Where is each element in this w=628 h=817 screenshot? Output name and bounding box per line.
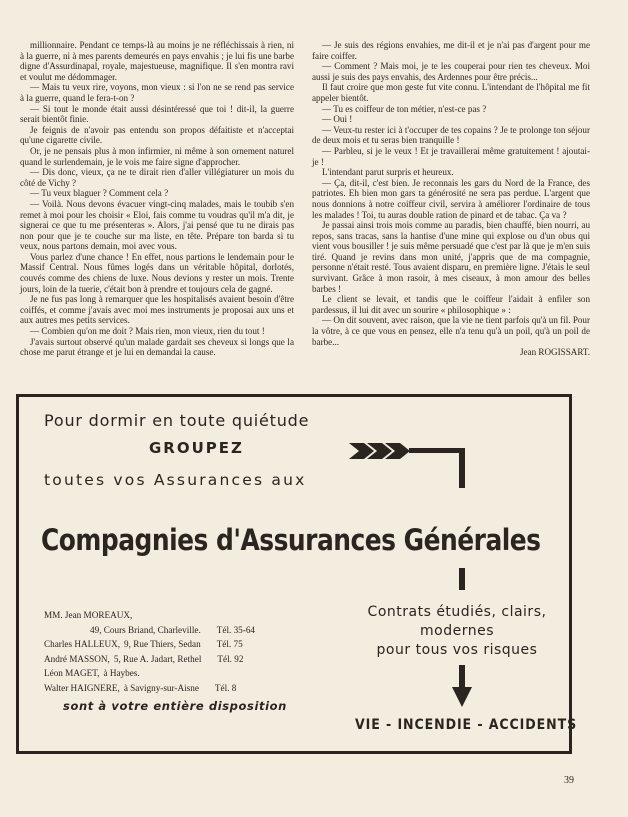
agent-list: [44, 608, 255, 695]
agent-prefix: MM. Jean MOREAUX,: [44, 610, 133, 620]
agent-row: [44, 608, 255, 623]
agent-address: 9, Rue Thiers, Sedan: [124, 639, 201, 649]
agent-row: [44, 652, 255, 667]
article-paragraph: — Tu es coiffeur de ton métier, n'est-ce pas ?: [322, 103, 487, 114]
author-signature: Jean ROGISSART.: [519, 347, 590, 358]
article-paragraph: Le client se levait, et tandis que le coiffeur l'aidait à enfiler son pardessus, il lui dit avec un sourire « philosophique » :: [312, 294, 590, 315]
agent-address: 5, Rue A. Jadart, Rethel: [113, 653, 202, 664]
arrow-decoration-icon: [19, 397, 569, 751]
article-paragraph: — Dis donc, vieux, ça ne te dirait rien d'aller villégiaturer un mois du côté de Vichy ?: [20, 167, 294, 188]
page-number: 39: [564, 775, 574, 786]
agent-row: [44, 637, 255, 652]
agent-tel: Tél. 92: [217, 653, 244, 664]
contracts-line: Contrats étudiés, clairs,: [367, 604, 547, 620]
article-paragraph: — Je suis des régions envahies, me dit-il et je n'ai pas d'argent pour me faire coiffer.: [312, 40, 590, 61]
agent-row: [44, 666, 255, 681]
article-paragraph: — Voilà. Nous devons évacuer vingt-cinq malades, mais le toubib s'en remet à moi pour les choisir « Eloi, fais comme tu voudras qu'il m'a dit, je signerai ce que tu me présenteras ». Alors, j'ai pensé que tu ne dirais pas non pour que je te couche sur ma liste, en tête. Prépare ton barda si tu veux, nous partons demain, moi avec vous.: [20, 198, 294, 252]
article-left-column: [20, 40, 294, 358]
ad-contracts: [347, 603, 567, 660]
article-paragraph: — On dit souvent, avec raison, que la vie ne tient parfois qu'à un fil. Pour la vôtre, à ce que vous en pensez, elle n'a tenu qu'à un poil, qu'à un poil de barbe...: [312, 315, 590, 347]
article-paragraph: — Combien qu'on me doit ? Mais rien, mon vieux, rien du tout !: [30, 326, 265, 337]
agent-address: 49, Cours Briand, Charleville.: [90, 624, 201, 635]
article-paragraph: millionnaire. Pendant ce temps-là au moins je ne réfléchissais à rien, ni à la guerre, ni à mes parents demeurés en pays envahis ; je lui fis une barbe digne d'Assurdinapal, royale, majestueuse, magnifique. Il s'en montra ravi et voulut me dédommager.: [20, 40, 294, 82]
article-paragraph: Il faut croire que mon geste fut vite connu. L'intendant de l'hôpital me fit appeler bientôt.: [312, 82, 590, 103]
company-name: Compagnies d'Assurances Générales: [41, 523, 541, 557]
contracts-line: modernes: [420, 623, 494, 639]
article-paragraph: — Si tout le monde était aussi désintéressé que toi ! dit-il, la guerre serait bientôt finie.: [20, 103, 294, 125]
article-paragraph: Je ne fus pas long à remarquer que les hospitalisés avaient besoin d'être coiffés, et comme j'avais avec moi mes instruments je proposai aux uns et aux autres mes petits services.: [20, 294, 294, 326]
agent-prefix: Walter HAIGNERE,: [44, 682, 120, 693]
ad-coverage-types: VIE - INCENDIE - ACCIDENTS: [355, 717, 578, 733]
article-paragraph: — Tu veux blaguer ? Comment cela ?: [30, 188, 169, 199]
ad-availability: sont à votre entière disposition: [63, 699, 287, 713]
agent-prefix: André MASSON,: [44, 653, 110, 664]
agent-prefix: Léon MAGET,: [44, 668, 100, 678]
article-right-column: [312, 40, 590, 358]
agent-tel: Tél. 75: [216, 639, 243, 649]
article-paragraph: J'avais surtout observé qu'un malade gardait ses cheveux si longs que la chose me parut étrange et je lui en demandai la cause.: [20, 336, 294, 358]
article-paragraph: — Comment ? Mais moi, je te les couperai pour rien tes cheveux. Moi aussi je suis des pays envahis, des Ardennes pour être précis...: [312, 61, 590, 82]
agent-tel: Tél. 35-64: [216, 624, 256, 635]
agent-address: à Savigny-sur-Aisne: [123, 682, 199, 693]
article-paragraph: — Mais tu veux rire, voyons, mon vieux : si l'on ne se rend pas service à la guerre, quand le fera-t-on ?: [20, 82, 294, 103]
article-paragraph: Je feignis de n'avoir pas entendu son propos défaitiste et n'acceptai qu'une cigarette civile.: [20, 124, 294, 146]
agent-tel: Tél. 8: [214, 682, 237, 693]
article-paragraph: Je passai ainsi trois mois comme au paradis, bien chauffé, bien nourri, au repos, sans tracas, sans la hantise d'une mine qui explose ou d'un obus qui vient vous bousiller ! je suis même persuadé que c'est par là que je m'en suis tiré. Quand je revins dans mon unité, j'appris que de ma compagnie, personne n'était resté. Tous avaient disparu, en première ligne. J'étais le seul survivant. Grâce à mon rasoir, à mes ciseaux, à mon amour des belles barbes !: [312, 220, 590, 294]
ad-headline: Pour dormir en toute quiétude: [44, 411, 310, 430]
article-paragraph: L'intendant parut surpris et heureux.: [322, 167, 454, 178]
agent-row: [44, 623, 255, 638]
article-paragraph: — Ça, dit-il, c'est bien. Je reconnais les gars du Nord de la France, des patriotes. Eh bien mon gars ta générosité ne sera pas perdue. L'argent que nous donnions à notre coiffeur civil, servira à améliorer l'ordinaire de tous les malades ! Toi, tu auras double ration de pinard et de tabac. Ça va ?: [312, 177, 590, 220]
ad-groupez: GROUPEZ: [149, 439, 244, 457]
agent-address: à Haybes.: [103, 668, 140, 678]
agent-prefix: Charles HALLEUX,: [44, 639, 121, 649]
article-paragraph: Vous parlez d'une chance ! En effet, nous partions le lendemain pour le Massif Central. Nous fûmes logés dans un véritable hôpital, dorlotés, couvés comme des chiens de luxe. Nous devions y rester un mois. Trente jours, loin de la tuerie, c'était bon à prendre et toujours cela de gagné.: [20, 251, 294, 294]
article-paragraph: Or, je ne pensais plus à mon infirmier, ni même à son ornement naturel quand le surlendemain, je le vois me faire signe d'approcher.: [20, 145, 294, 167]
insurance-advertisement: [16, 394, 578, 754]
ad-subheadline: toutes vos Assurances aux: [44, 471, 307, 489]
agent-row: [44, 681, 255, 696]
contracts-line: pour tous vos risques: [376, 642, 538, 658]
article-paragraph: — Oui !: [322, 114, 353, 125]
article-paragraph: — Veux-tu rester ici à t'occuper de tes copains ? Je te prolonge ton séjour de deux mois et tu seras bien tranquille !: [312, 124, 590, 146]
article-paragraph: — Parbleu, si je le veux ! Et je travaillerai même gratuitement ! ajoutai-je !: [312, 145, 590, 167]
